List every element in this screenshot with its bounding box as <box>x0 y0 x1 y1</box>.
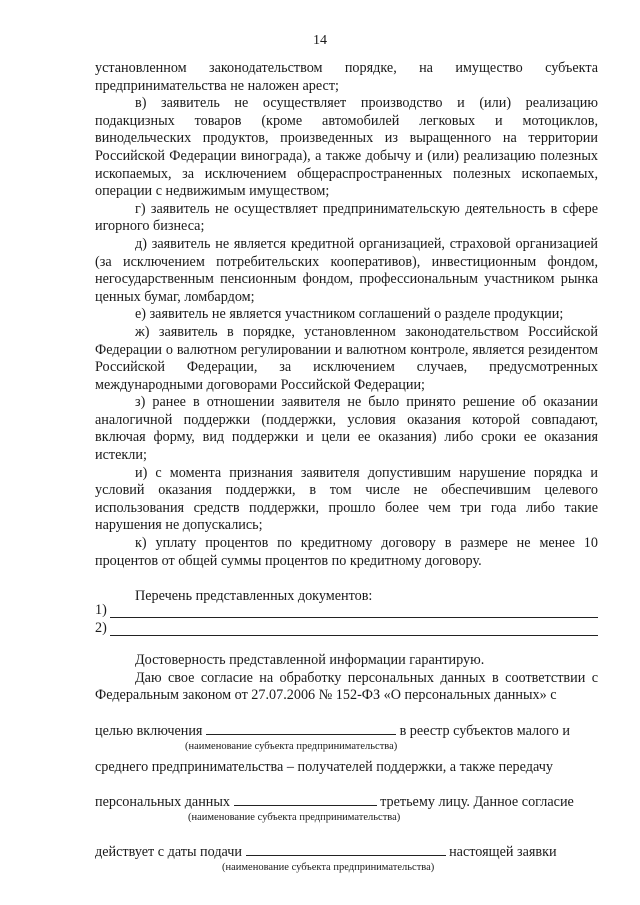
consent-text: третьему лицу. Данное согласие <box>380 794 574 810</box>
personal-data-field[interactable] <box>234 793 377 806</box>
certification-line: Достоверность представленной информации гарантирую. <box>135 652 485 668</box>
consent-row-validity <box>95 843 598 861</box>
application-date-field[interactable] <box>246 843 446 856</box>
consent-text: персональных данных <box>95 794 231 810</box>
field-hint: (наименование субъекта предпринимательства) <box>185 741 398 752</box>
paragraph: г) заявитель не осуществляет предпринимательскую деятельность в сфере игорного бизнеса; <box>95 200 598 235</box>
paragraph: ж) заявитель в порядке, установленном законодательством Российской Федерации о валютном регулировании и валютном контроле, является резидентом Российской Федерации, за исключением случаев, предусмотренных международными договорами Российской Федерации; <box>95 323 598 393</box>
consent-text: в реестр субъектов малого и <box>399 723 570 739</box>
field-hint: (наименование субъекта предпринимательства) <box>188 812 401 823</box>
document-number: 2) <box>95 620 107 636</box>
consent-text: целью включения <box>95 723 203 739</box>
consent-text: действует с даты подачи <box>95 844 242 860</box>
consent-text: настоящей заявки <box>449 844 557 860</box>
paragraph: з) ранее в отношении заявителя не было принято решение об оказании аналогичной поддержки (поддержки, условия оказания которой совпадают, включая форму, вид поддержки и цели ее оказания) либо сроки ее оказания истекли; <box>95 394 598 464</box>
certification-block <box>95 652 598 705</box>
documents-title: Перечень представленных документов: <box>135 588 373 604</box>
document-number: 1) <box>95 602 107 618</box>
paragraph: к) уплату процентов по кредитному договору в размере не менее 10 процентов от общей суммы процентов по кредитному договору. <box>95 535 598 569</box>
paragraph: д) заявитель не является кредитной организацией, страховой организацией (за исключением потребительских кооперативов), инвестиционным фондом, негосударственным пенсионным фондом, профессиональным участником рынка ценных бумаг, ломбардом; <box>95 235 598 305</box>
consent-line: Даю свое согласие на обработку персональных данных в соответствии с Федеральным законом от 27.07.2006 № 152-ФЗ «О персональных данных» с <box>95 669 598 704</box>
conditions-list <box>95 60 598 570</box>
underline <box>110 617 598 618</box>
paragraph: установленном законодательством порядке, на имущество субъекта предпринимательства не наложен арест; <box>95 60 598 94</box>
consent-row-purpose <box>95 722 598 740</box>
field-hint: (наименование субъекта предпринимательства) <box>222 862 435 873</box>
document-line-1[interactable] <box>95 602 598 620</box>
document-line-2[interactable] <box>95 620 598 638</box>
page-number: 14 <box>313 33 327 48</box>
consent-row-registry: среднего предпринимательства – получателей поддержки, а также передачу <box>95 759 553 775</box>
paragraph: в) заявитель не осуществляет производство и (или) реализацию подакцизных товаров (кроме автомобилей легковых и мотоциклов, винодельческих продуктов, произведенных из выращенного на территории Российской Федерации винограда), а также добычу и (или) реализацию полезных ископаемых, за исключением общераспространенных полезных ископаемых, операции с недвижимым имуществом; <box>95 95 598 200</box>
paragraph: е) заявитель не является участником соглашений о разделе продукции; <box>135 306 564 323</box>
underline <box>110 635 598 636</box>
entity-name-field[interactable] <box>206 722 396 735</box>
consent-row-transfer <box>95 793 598 811</box>
paragraph: и) с момента признания заявителя допустившим нарушение порядка и условий оказания поддержки, в том числе не обеспечившим целевого использования средств поддержки, прошло более чем три года либо такие нарушения не допускались; <box>95 464 598 534</box>
